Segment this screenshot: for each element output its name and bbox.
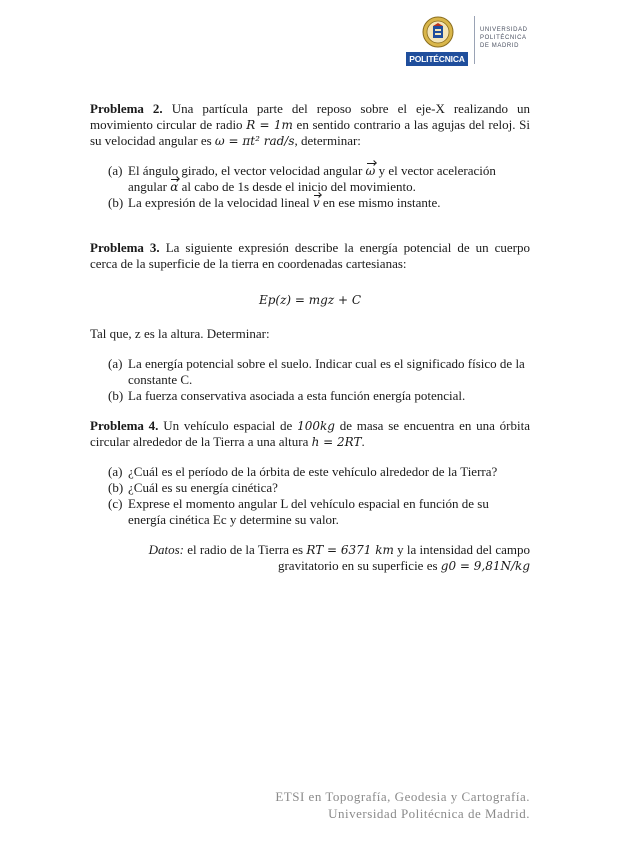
data-label: Datos: (148, 542, 184, 557)
university-line: UNIVERSIDAD (480, 27, 528, 33)
upm-logo (406, 14, 606, 70)
problem-4-title: Problema 4. (90, 418, 159, 433)
list-item: (b) La fuerza conservativa asociada a esta función energía potencial. (108, 388, 466, 403)
alpha-vector: α (170, 180, 179, 194)
page-footer (275, 788, 530, 822)
earth-radius-value: RT = 6371 km (306, 543, 394, 557)
problem-4-data: Datos: el radio de la Tierra es RT = 6371 km y la intensidad del campo gravitatorio en su superficie es g0 = 9,81N/kg (148, 542, 530, 573)
omega-formula: ω = πt² rad/s (214, 134, 295, 148)
list-item: (a) ¿Cuál es el período de la órbita de este vehículo alrededor de la Tierra? (108, 464, 498, 479)
logo-divider (474, 16, 475, 64)
list-item: (c) Exprese el momento angular L del vehículo espacial en función de su energía cinética Ec y determine su valor. (108, 496, 489, 527)
university-line: DE MADRID (480, 43, 520, 50)
university-name (480, 26, 528, 51)
mass-value: 100kg (297, 419, 335, 433)
height-value: h = 2RT (311, 435, 362, 449)
radius-value: R = 1m (246, 118, 293, 132)
problem-3-title: Problema 3. (90, 240, 160, 255)
list-item: (a) La energía potencial sobre el suelo. Indicar cual es el significado físico de la constante C. (108, 356, 525, 387)
upm-seal-icon (422, 16, 454, 48)
list-item: (a) El ángulo girado, el vector velocidad angular ω y el vector aceleración angular α al cabo de 1s desde el inicio del movimiento. (108, 163, 496, 194)
problem-3-determine: Tal que, z es la altura. Determinar: (90, 326, 270, 341)
problem-3 (90, 240, 530, 404)
problem-2 (90, 101, 530, 211)
problem-2-statement: Problema 2. Una partícula parte del reposo sobre el eje-X realizando un movimiento circular de radio R = 1m en sentido contrario a las agujas del reloj. Si su velocidad angular es ω = πt² rad/s, determinar: (90, 101, 530, 148)
list-item: (b) La expresión de la velocidad lineal v en ese mismo instante. (108, 195, 441, 210)
footer-line: ETSI en Topografía, Geodesia y Cartografía. (275, 789, 530, 804)
list-item: (b) ¿Cuál es su energía cinética? (108, 480, 278, 495)
omega-vector: ω (365, 164, 376, 178)
problem-4 (90, 418, 530, 574)
gravity-value: g0 = 9,81N/kg (440, 559, 530, 573)
potential-energy-equation: Ep(z) = mgz + C (258, 293, 362, 307)
brand-label: POLITÉCNICA (406, 52, 468, 66)
problem-4-statement: Problema 4. Un vehículo espacial de 100kg de masa se encuentra en una órbita circular alrededor de la Tierra a una altura h = 2RT. (90, 418, 530, 449)
problem-3-statement: Problema 3. La siguiente expresión describe la energía potencial de un cuerpo cerca de la superficie de la tierra en coordenadas cartesianas: (90, 240, 530, 271)
footer-line: Universidad Politécnica de Madrid. (328, 806, 530, 821)
problem-2-title: Problema 2. (90, 101, 163, 116)
velocity-vector: v (312, 196, 320, 210)
university-line: POLITÉCNICA (480, 35, 527, 42)
